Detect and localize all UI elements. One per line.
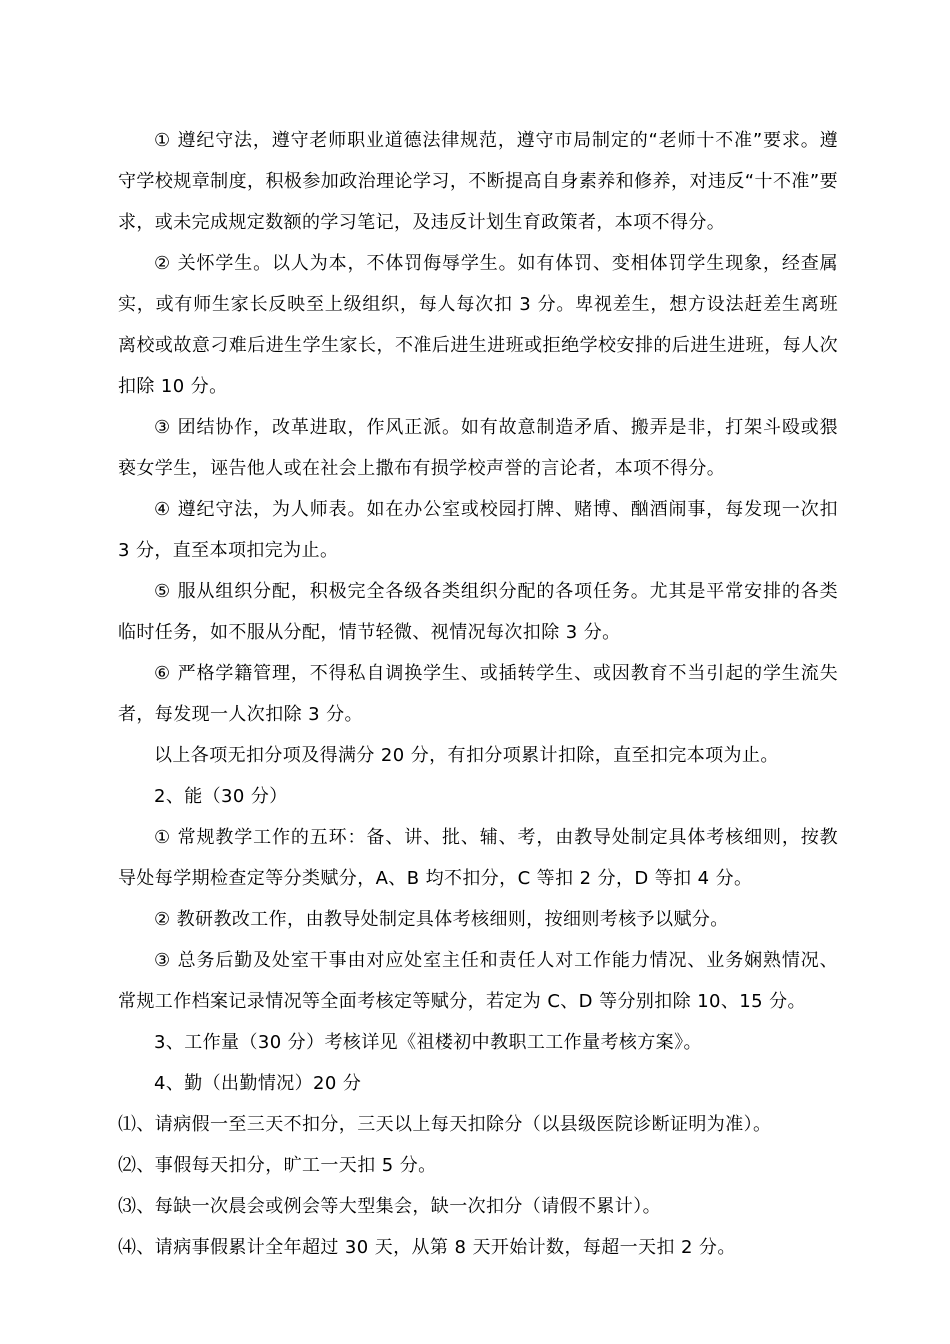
section-heading-ability: 2、能（30 分） [154,786,288,807]
attendance-item-1: ⑴、请病假一至三天不扣分，三天以上每天扣除分（以县级医院诊断证明为准）。 [118,1114,772,1135]
section-heading-workload: 3、工作量（30 分）考核详见《祖楼初中教职工工作量考核方案》。 [154,1032,702,1053]
paragraph-ability-1: ① 常规教学工作的五环：备、讲、批、辅、考，由教导处制定具体考核细则，按教导处每学期检查定等分类赋分，A、B 均不扣分，C 等扣 2 分，D 等扣 4 分。 [118,827,838,889]
paragraph-summary: 以上各项无扣分项及得满分 20 分，有扣分项累计扣除，直至扣完本项为止。 [154,745,779,766]
paragraph-ability-3: ③ 总务后勤及处室干事由对应处室主任和责任人对工作能力情况、业务娴熟情况、常规工作档案记录情况等全面考核定等赋分，若定为 C、D 等分别扣除 10、15 分。 [118,950,838,1012]
paragraph-ability-2: ② 教研教改工作，由教导处制定具体考核细则，按细则考核予以赋分。 [154,909,729,930]
attendance-item-2: ⑵、事假每天扣分，旷工一天扣 5 分。 [118,1155,437,1176]
attendance-item-3: ⑶、每缺一次晨会或例会等大型集会，缺一次扣分（请假不累计）。 [118,1196,661,1217]
section-heading-attendance: 4、勤（出勤情况）20 分 [154,1073,362,1094]
paragraph-rule-6: ⑥ 严格学籍管理，不得私自调换学生、或插转学生、或因教育不当引起的学生流失者，每发现一人次扣除 3 分。 [118,663,838,725]
paragraph-rule-2: ② 关怀学生。以人为本，不体罚侮辱学生。如有体罚、变相体罚学生现象，经查属实，或有师生家长反映至上级组织，每人每次扣 3 分。卑视差生，想方设法赶差生离班离校或故意刁难后进生学生家长，不准后进生进班或拒绝学校安排的后进生进班，每人次扣除 10 分。 [118,253,838,397]
paragraph-rule-3: ③ 团结协作，改革进取，作风正派。如有故意制造矛盾、搬弄是非，打架斗殴或猥亵女学生，诬告他人或在社会上撒布有损学校声誉的言论者，本项不得分。 [118,417,838,479]
paragraph-rule-5: ⑤ 服从组织分配，积极完全各级各类组织分配的各项任务。尤其是平常安排的各类临时任务，如不服从分配，情节轻微、视情况每次扣除 3 分。 [118,581,838,643]
paragraph-rule-4: ④ 遵纪守法，为人师表。如在办公室或校园打牌、赌博、酗酒闹事，每发现一次扣 3 分，直至本项扣完为止。 [118,499,838,561]
attendance-item-4: ⑷、请病事假累计全年超过 30 天，从第 8 天开始计数，每超一天扣 2 分。 [118,1237,736,1258]
paragraph-rule-1: ① 遵纪守法，遵守老师职业道德法律规范，遵守市局制定的“老师十不准”要求。遵守学校规章制度，积极参加政治理论学习，不断提高自身素养和修养，对违反“十不准”要求，或未完成规定数额的学习笔记，及违反计划生育政策者，本项不得分。 [118,130,838,233]
document-body [118,120,838,1268]
